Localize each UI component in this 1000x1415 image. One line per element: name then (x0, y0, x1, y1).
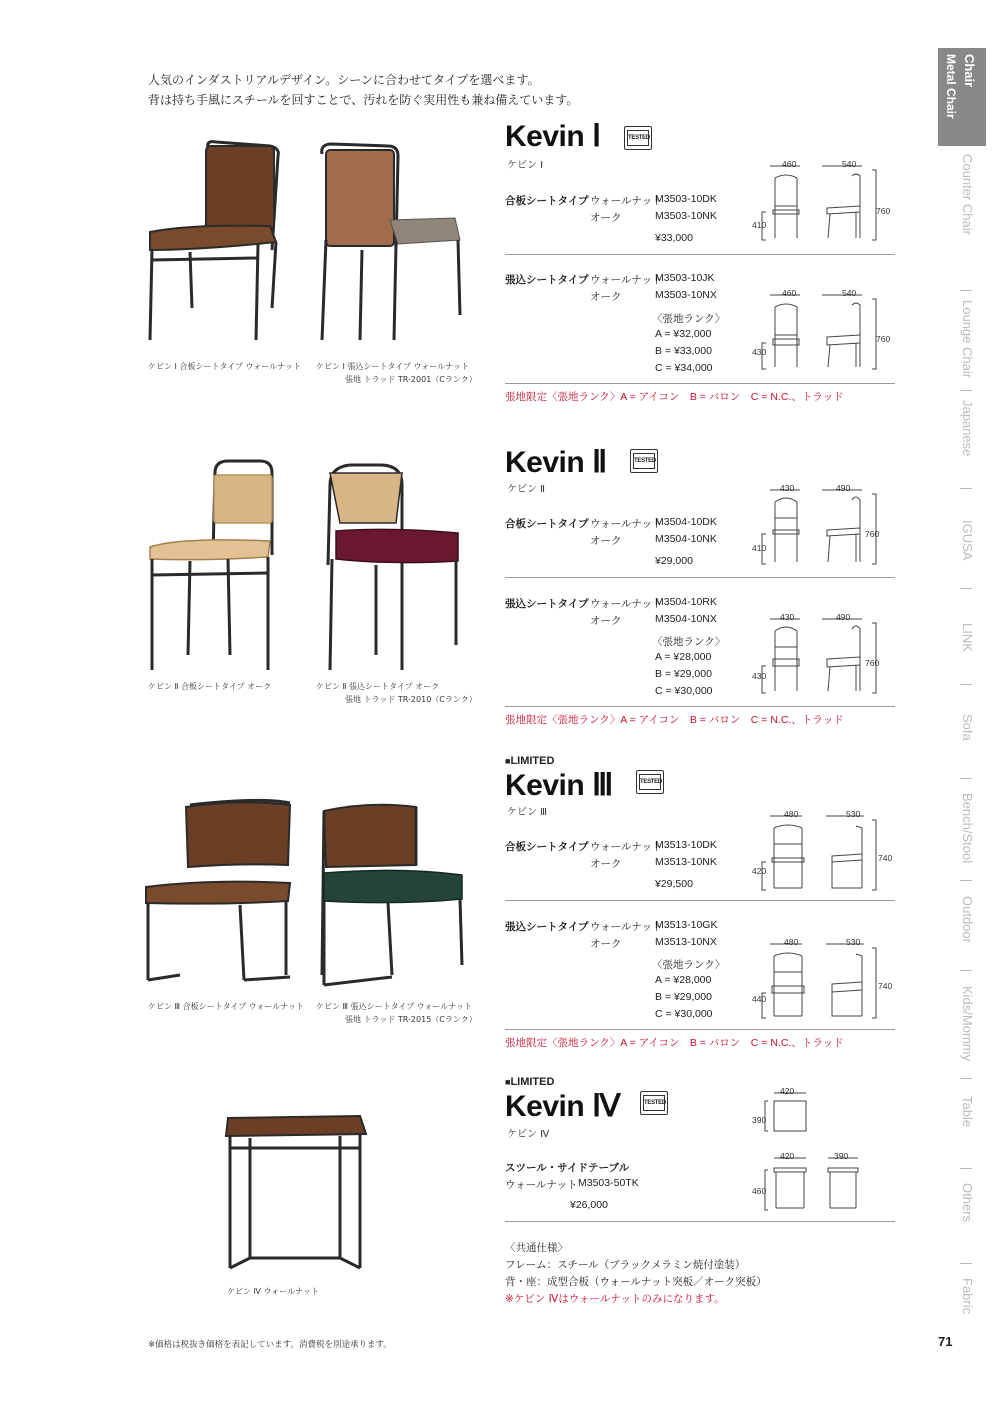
kevin2-rank-b: B = ¥29,000 (655, 668, 712, 680)
kevin2-photos (140, 455, 480, 675)
kevin1-dim-sh1: 410 (752, 220, 767, 230)
kevin3-rank-b: B = ¥29,000 (655, 991, 712, 1003)
sidebar-separator (960, 1078, 972, 1079)
kevin3-plywood-oak-code: M3513-10NK (655, 856, 717, 868)
kevin1-name: Kevin (505, 120, 585, 153)
kevin2-plywood-walnut: ウォールナット (590, 518, 663, 530)
kevin3-name: Kevin (505, 769, 585, 802)
kevin1-kana: ケビン Ⅰ (507, 160, 544, 171)
kevin2-plywood-chair-image (150, 461, 272, 670)
kevin4-photo (220, 1108, 370, 1283)
kevin1-dim-d1: 540 (842, 159, 857, 169)
kevin3-upholstered-walnut: ウォールナット (590, 921, 663, 933)
kevin2-dim-sh2: 430 (752, 671, 767, 681)
spec-title: 〈共通仕様〉 (505, 1242, 568, 1254)
kevin2-plywood-dimension-drawing (752, 482, 892, 572)
divider (505, 706, 895, 707)
kevin3-dim-w2: 480 (784, 937, 799, 947)
sidebar-item-link[interactable]: LINK (960, 623, 975, 652)
kevin1-upholstered-type-label: 張込シートタイプ (505, 274, 589, 286)
kevin1-plywood-walnut: ウォールナット (590, 195, 663, 207)
page-number: 71 (938, 1334, 953, 1349)
kevin3-fabric-note: 張地限定〈張地ランク〉A = アイコン B = バロン C = N.C.、トラッド (505, 1037, 844, 1049)
kevin3-title (505, 767, 613, 803)
kevin1-upholstered-caption: ケビン Ⅰ 張込シートタイプ ウォールナット (316, 362, 469, 371)
kevin3-tested-badge (636, 770, 664, 794)
kevin1-rank-b: B = ¥33,000 (655, 345, 712, 357)
divider (505, 577, 895, 578)
kevin3-upholstered-caption: ケビン Ⅲ 張込シートタイプ ウォールナット (316, 1002, 473, 1011)
kevin2-plywood-caption: ケビン Ⅱ 合板シートタイプ オーク (148, 682, 272, 691)
kevin1-dim-sh2: 430 (752, 347, 767, 357)
kevin3-kana: ケビン Ⅲ (507, 807, 548, 818)
sidebar-item-igusa[interactable]: IGUSA (960, 520, 975, 561)
kevin2-upholstered-type (505, 596, 588, 611)
kevin3-plywood-type-label: 合板シートタイプ (505, 841, 589, 853)
kevin1-plywood-caption: ケビン Ⅰ 合板シートタイプ ウォールナット (148, 362, 301, 371)
kevin3-photos (140, 795, 480, 995)
kevin2-upholstered-dimension-drawing (752, 611, 892, 701)
tested-badge-label: TESTED (627, 130, 649, 146)
kevin1-plywood-oak: オーク (590, 212, 622, 224)
kevin4-name: Kevin (505, 1090, 585, 1123)
kevin2-upholstered-chair-image (328, 465, 458, 670)
kevin1-rank-a: A = ¥32,000 (655, 328, 712, 340)
sidebar-separator (960, 488, 972, 489)
kevin2-rank-label: 〈張地ランク〉 (652, 636, 726, 648)
sidebar-item-kids-mommy[interactable]: Kids/Mommy (960, 986, 975, 1062)
kevin1-dim-h2: 760 (876, 334, 891, 344)
divider (505, 900, 895, 901)
sidebar-item-bench-stool[interactable]: Bench/Stool (960, 793, 975, 864)
sidebar-separator (960, 290, 972, 291)
kevin4-roman: Ⅳ (592, 1088, 621, 1123)
kevin1-rank-label: 〈張地ランク〉 (652, 313, 726, 325)
kevin1-tested-badge (624, 126, 652, 150)
kevin3-plywood-dimension-drawing (752, 808, 892, 898)
kevin3-rank-a: A = ¥28,000 (655, 974, 712, 986)
divider (505, 254, 895, 255)
intro-line-2: 背は持ち手風にスチールを回すことで、汚れを防ぐ実用性も兼ね備えています。 (148, 93, 579, 107)
kevin2-plywood-oak: オーク (590, 535, 622, 547)
kevin3-upholstered-walnut-code: M3513-10GK (655, 919, 718, 931)
kevin2-dim-w1: 430 (780, 483, 795, 493)
kevin3-plywood-chair-image (146, 800, 290, 980)
kevin1-photos (140, 140, 480, 355)
kevin1-upholstered-oak: オーク (590, 291, 622, 303)
sidebar-separator (960, 684, 972, 685)
sidebar-separator (960, 588, 972, 589)
kevin1-dim-h1: 760 (876, 206, 891, 216)
sidebar-separator (960, 970, 972, 971)
kevin1-upholstered-oak-code: M3503-10NX (655, 289, 717, 301)
kevin2-tested-badge (630, 449, 658, 473)
kevin4-tested-badge (640, 1091, 668, 1115)
kevin1-plywood-chair-image (150, 142, 278, 340)
kevin3-plywood-caption: ケビン Ⅲ 合板シートタイプ ウォールナット (148, 1002, 305, 1011)
kevin3-dim-sh2: 440 (752, 994, 767, 1004)
kevin1-fabric-caption: 張地 トラッド TR-2001（Cランク） (345, 375, 477, 384)
sidebar-separator (960, 778, 972, 779)
kevin2-upholstered-oak: オーク (590, 615, 622, 627)
sidebar-separator (960, 880, 972, 881)
sidebar-item-others[interactable]: Others (960, 1183, 975, 1223)
kevin2-plywood-oak-code: M3504-10NK (655, 533, 717, 545)
kevin4-kana: ケビン Ⅳ (507, 1129, 550, 1140)
kevin1-plywood-type: 合板シートタイプ (505, 195, 589, 207)
common-spec (505, 1240, 767, 1308)
kevin2-dim-h2: 760 (865, 658, 880, 668)
kevin2-dim-d2: 490 (836, 612, 851, 622)
kevin1-plywood-dimension-drawing (752, 158, 892, 248)
kevin2-plywood-walnut-code: M3504-10DK (655, 516, 717, 528)
kevin2-fabric-note: 張地限定〈張地ランク〉A = アイコン B = バロン C = N.C.、トラッド (505, 714, 844, 726)
kevin3-limited-label: ■ LIMITED (505, 755, 554, 767)
kevin3-dim-d1: 530 (846, 809, 861, 819)
kevin2-upholstered-walnut: ウォールナット (590, 598, 663, 610)
kevin3-plywood-walnut: ウォールナット (590, 841, 663, 853)
kevin2-upholstered-type-label: 張込シートタイプ (505, 598, 589, 610)
kevin4-dim-top-d: 390 (752, 1115, 767, 1125)
kevin1-upholstered-dimension-drawing (752, 287, 892, 377)
kevin2-roman: Ⅱ (592, 444, 607, 479)
kevin1-upholstered-type (505, 272, 588, 287)
sidebar-item-japanese[interactable]: Japanese (960, 400, 975, 457)
kevin3-rank-label: 〈張地ランク〉 (652, 959, 726, 971)
kevin4-side-dimension-drawing (762, 1150, 872, 1215)
kevin2-upholstered-oak-code: M3504-10NX (655, 613, 717, 625)
sidebar-active-label: Chair (962, 54, 977, 88)
kevin3-dim-w1: 480 (784, 809, 799, 819)
kevin4-type: スツール・サイドテーブル (505, 1162, 630, 1174)
tested-badge-label: TESTED (643, 1095, 665, 1111)
kevin2-dim-sh1: 410 (752, 543, 767, 553)
kevin3-roman: Ⅲ (592, 767, 613, 802)
divider (505, 1221, 895, 1222)
tax-footnote: ※価格は税抜き価格を表記しています。消費税を別途承ります。 (148, 1340, 392, 1350)
kevin3-plywood-walnut-code: M3513-10DK (655, 839, 717, 851)
kevin1-upholstered-walnut-code: M3503-10JK (655, 272, 715, 284)
tested-badge-label: TESTED (633, 453, 655, 469)
kevin3-dim-d2: 530 (846, 937, 861, 947)
kevin1-plywood-row (505, 193, 588, 208)
kevin1-dim-w1: 460 (782, 159, 797, 169)
sidebar-item-chair[interactable] (938, 48, 986, 146)
sidebar-item-outdoor[interactable]: Outdoor (960, 896, 975, 943)
divider (505, 1029, 895, 1030)
kevin3-plywood-oak: オーク (590, 858, 622, 870)
tested-badge-label: TESTED (639, 774, 661, 790)
kevin4-dim-side-h: 460 (752, 1186, 767, 1196)
divider (505, 383, 895, 384)
kevin2-dim-w2: 430 (780, 612, 795, 622)
kevin1-plywood-oak-code: M3503-10NK (655, 210, 717, 222)
kevin2-upholstered-walnut-code: M3504-10RK (655, 596, 717, 608)
kevin1-rank-c: C = ¥34,000 (655, 362, 713, 374)
kevin2-upholstered-caption: ケビン Ⅱ 張込シートタイプ オーク (316, 682, 440, 691)
spec-note: ※ケビン Ⅳはウォールナットのみになります。 (505, 1293, 725, 1305)
kevin3-upholstered-oak: オーク (590, 938, 622, 950)
sidebar-active-sublabel: Metal Chair (944, 54, 958, 119)
kevin2-dim-d1: 490 (836, 483, 851, 493)
kevin4-limited-label: ■ LIMITED (505, 1076, 554, 1088)
kevin2-rank-c: C = ¥30,000 (655, 685, 713, 697)
spec-seat: 背・座：成型合板（ウォールナット突板／オーク突板） (505, 1276, 767, 1288)
kevin2-title (505, 444, 607, 480)
kevin4-dim-side-d: 390 (834, 1151, 849, 1161)
kevin3-dim-h1: 740 (878, 853, 893, 863)
sidebar-item-fabric[interactable]: Fabric (960, 1278, 975, 1315)
kevin2-plywood-type-label: 合板シートタイプ (505, 518, 589, 530)
kevin2-dim-h1: 760 (865, 529, 880, 539)
kevin1-upholstered-walnut: ウォールナット (590, 274, 663, 286)
kevin3-upholstered-oak-code: M3513-10NX (655, 936, 717, 948)
kevin3-upholstered-dimension-drawing (752, 936, 892, 1026)
kevin3-upholstered-type-label: 張込シートタイプ (505, 921, 589, 933)
sidebar-item-sofa[interactable]: Sofa (960, 714, 975, 741)
kevin4-price: ¥26,000 (570, 1199, 608, 1211)
kevin1-roman: Ⅰ (592, 118, 601, 153)
sidebar-separator (960, 1263, 972, 1264)
kevin1-dim-w2: 460 (782, 288, 797, 298)
kevin4-dim-top-w: 420 (780, 1086, 795, 1096)
kevin2-name: Kevin (505, 446, 585, 479)
kevin3-plywood-price: ¥29,500 (655, 878, 693, 890)
kevin4-walnut: ウォールナット (505, 1179, 578, 1191)
kevin3-dim-h2: 740 (878, 981, 893, 991)
sidebar-item-lounge-chair[interactable]: Lounge Chair (960, 300, 975, 379)
kevin4-stool-image (226, 1116, 366, 1268)
sidebar-separator (960, 1168, 972, 1169)
kevin2-rank-a: A = ¥28,000 (655, 651, 712, 663)
kevin3-fabric-caption: 張地 トラッド TR-2015（Cランク） (345, 1015, 477, 1024)
kevin1-plywood-price: ¥33,000 (655, 232, 693, 244)
kevin1-fabric-note: 張地限定〈張地ランク〉A = アイコン B = バロン C = N.C.、トラッド (505, 391, 844, 403)
kevin1-plywood-walnut-code: M3503-10DK (655, 193, 717, 205)
intro-text (148, 70, 578, 110)
kevin4-caption: ケビン Ⅳ ウォールナット (227, 1287, 319, 1296)
kevin4-title (505, 1088, 620, 1124)
sidebar-item-table[interactable]: Table (960, 1096, 975, 1128)
kevin2-kana: ケビン Ⅱ (507, 484, 546, 495)
kevin4-code: M3503-50TK (578, 1177, 639, 1189)
kevin3-upholstered-chair-image (322, 805, 462, 985)
kevin1-upholstered-chair-image (322, 144, 460, 340)
kevin2-plywood-type (505, 516, 588, 531)
spec-frame: フレーム：スチール（ブラックメラミン焼付塗装） (505, 1259, 746, 1271)
kevin3-plywood-type (505, 839, 588, 854)
kevin1-dim-d2: 540 (842, 288, 857, 298)
kevin2-plywood-price: ¥29,000 (655, 555, 693, 567)
kevin3-upholstered-type (505, 919, 588, 934)
kevin1-title (505, 118, 601, 154)
sidebar-separator (960, 390, 972, 391)
intro-line-1: 人気のインダストリアルデザイン。シーンに合わせてタイプを選べます。 (148, 73, 540, 87)
kevin4-dim-side-w: 420 (780, 1151, 795, 1161)
sidebar-item-counter-chair[interactable]: Counter Chair (960, 154, 975, 235)
kevin3-rank-c: C = ¥30,000 (655, 1008, 713, 1020)
kevin3-dim-sh1: 420 (752, 866, 767, 876)
kevin2-fabric-caption: 張地 トラッド TR-2010（Cランク） (345, 695, 477, 704)
